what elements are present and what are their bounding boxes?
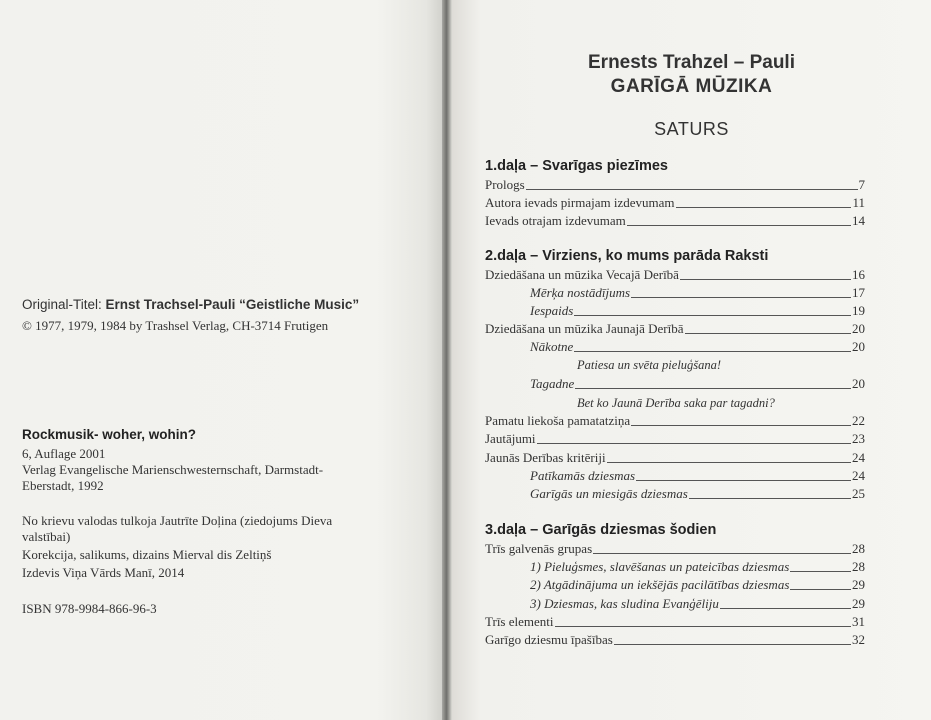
toc-entry bbox=[530, 284, 865, 301]
toc-entry bbox=[485, 176, 865, 193]
publisher-line-1: Verlag Evangelische Marienschwesternschaft, Darmstadt- bbox=[22, 462, 324, 477]
toc-leader bbox=[689, 498, 851, 499]
book-title: GARĪGĀ MŪZIKA bbox=[610, 76, 773, 97]
toc-page: 24 bbox=[852, 450, 865, 465]
toc-leader bbox=[593, 553, 851, 554]
toc-label: Trīs elementi bbox=[485, 614, 554, 629]
original-title-label: Original-Titel: bbox=[22, 297, 106, 312]
toc-leader bbox=[631, 297, 851, 298]
toc-page: 28 bbox=[852, 559, 865, 574]
toc-label: 1) Pieluģsmes, slavēšanas un pateicības dziesmas bbox=[530, 559, 790, 574]
toc-page: 7 bbox=[858, 177, 865, 192]
toc-page: 14 bbox=[852, 213, 865, 228]
toc-page: 28 bbox=[852, 541, 865, 556]
toc-entry bbox=[485, 266, 865, 283]
toc-page: 20 bbox=[852, 321, 865, 336]
toc-page: 32 bbox=[852, 632, 865, 647]
toc-page: 20 bbox=[852, 339, 865, 354]
author-name: Ernests Trahzel – Pauli bbox=[588, 52, 795, 73]
toc-leader bbox=[720, 608, 851, 609]
left-page bbox=[0, 0, 444, 720]
toc-page: 17 bbox=[852, 285, 865, 300]
toc-leader bbox=[636, 480, 851, 481]
rock-title: Rockmusik- woher, wohin? bbox=[22, 427, 197, 442]
toc-leader bbox=[790, 571, 851, 572]
toc-leader bbox=[526, 189, 858, 190]
toc-leader bbox=[614, 644, 851, 645]
toc-entry bbox=[485, 212, 865, 229]
toc-label: Patīkamās dziesmas bbox=[530, 468, 636, 483]
toc-label: Nākotne bbox=[530, 339, 574, 354]
toc-leader bbox=[537, 443, 851, 444]
toc-page: 20 bbox=[852, 376, 865, 391]
toc-leader bbox=[676, 207, 852, 208]
toc-label: Mērķa nostādījums bbox=[530, 285, 631, 300]
toc-page: 24 bbox=[852, 468, 865, 483]
toc-entry bbox=[530, 375, 865, 392]
toc-leader bbox=[680, 279, 851, 280]
toc-leader bbox=[631, 425, 851, 426]
toc-page: 22 bbox=[852, 413, 865, 428]
right-page bbox=[452, 0, 931, 720]
toc-label: Pamatu liekoša pamatatziņa bbox=[485, 413, 631, 428]
toc-label: Dziedāšana un mūzika Jaunajā Derībā bbox=[485, 321, 684, 336]
toc-entry bbox=[485, 412, 865, 429]
section-title-1: 1.daļa – Svarīgas piezīmes bbox=[485, 158, 668, 174]
toc-leader bbox=[575, 388, 851, 389]
toc-entry bbox=[485, 320, 865, 337]
toc-page: 23 bbox=[852, 431, 865, 446]
toc-entry bbox=[485, 613, 865, 630]
toc-leader bbox=[627, 225, 851, 226]
toc-label: Prologs bbox=[485, 177, 525, 192]
book-spine bbox=[442, 0, 452, 720]
toc-leader bbox=[685, 333, 851, 334]
contents-heading: SATURS bbox=[654, 119, 729, 139]
edition-line: 6, Auflage 2001 bbox=[22, 446, 106, 461]
isbn-line: ISBN 978-9984-866-96-3 bbox=[22, 601, 157, 616]
original-title-value: Ernst Trachsel-Pauli “Geistliche Music” bbox=[105, 297, 360, 312]
toc-entry bbox=[530, 558, 865, 575]
toc-entry bbox=[530, 338, 865, 355]
toc-entry bbox=[530, 576, 865, 593]
toc-page: 29 bbox=[852, 577, 865, 592]
toc-label: Autora ievads pirmajam izdevumam bbox=[485, 195, 675, 210]
toc-entry bbox=[485, 194, 865, 211]
toc-label: Trīs galvenās grupas bbox=[485, 541, 593, 556]
toc-page: 19 bbox=[852, 303, 865, 318]
issuer-line: Izdevis Viņa Vārds Manī, 2014 bbox=[22, 565, 185, 580]
toc-page: 11 bbox=[852, 195, 865, 210]
toc-entry bbox=[485, 540, 865, 557]
toc-page: 29 bbox=[852, 596, 865, 611]
translation-line-2: valstībai) bbox=[22, 529, 71, 544]
toc-note: Patiesa un svēta pieluģšana! bbox=[577, 358, 722, 372]
toc-entry bbox=[485, 631, 865, 648]
toc-entry bbox=[485, 449, 865, 466]
publisher-line-2: Eberstadt, 1992 bbox=[22, 478, 104, 493]
toc-page: 25 bbox=[852, 486, 865, 501]
toc-label: Garīgo dziesmu īpašības bbox=[485, 632, 613, 647]
toc-label: 3) Dziesmas, kas sludina Evanģēliju bbox=[530, 596, 719, 611]
toc-leader bbox=[790, 589, 851, 590]
copyright-line: © 1977, 1979, 1984 by Trashsel Verlag, CH-3714 Frutigen bbox=[22, 318, 329, 333]
toc-label: Tagadne bbox=[530, 376, 575, 391]
original-title-line bbox=[22, 297, 359, 313]
toc-label: Ievads otrajam izdevumam bbox=[485, 213, 626, 228]
toc-leader bbox=[607, 462, 851, 463]
toc-entry bbox=[530, 467, 865, 484]
correction-line: Korekcija, salikums, dizains Mierval dis Zeltiņš bbox=[22, 547, 272, 562]
toc-label: Jautājumi bbox=[485, 431, 536, 446]
toc-leader bbox=[555, 626, 852, 627]
toc-entry bbox=[530, 595, 865, 612]
toc-label: Dziedāšana un mūzika Vecajā Derībā bbox=[485, 267, 679, 282]
toc-label: Jaunās Derības kritēriji bbox=[485, 450, 606, 465]
toc-page: 31 bbox=[852, 614, 865, 629]
toc-leader bbox=[574, 315, 851, 316]
toc-note: Bet ko Jaunā Derība saka par tagadni? bbox=[577, 396, 775, 410]
toc-leader bbox=[574, 351, 851, 352]
toc-label: 2) Atgādinājuma un iekšējās pacilātības dziesmas bbox=[530, 577, 790, 592]
section-title-3: 3.daļa – Garīgās dziesmas šodien bbox=[485, 522, 717, 538]
toc-entry bbox=[485, 430, 865, 447]
toc-entry bbox=[530, 485, 865, 502]
toc-entry bbox=[530, 302, 865, 319]
toc-label: Garīgās un miesigās dziesmas bbox=[530, 486, 688, 501]
toc-label: Iespaids bbox=[530, 303, 574, 318]
translation-line-1: No krievu valodas tulkoja Jautrīte Doļina (ziedojums Dieva bbox=[22, 513, 333, 528]
section-title-2: 2.daļa – Virziens, ko mums parāda Raksti bbox=[485, 248, 769, 264]
toc-page: 16 bbox=[852, 267, 865, 282]
